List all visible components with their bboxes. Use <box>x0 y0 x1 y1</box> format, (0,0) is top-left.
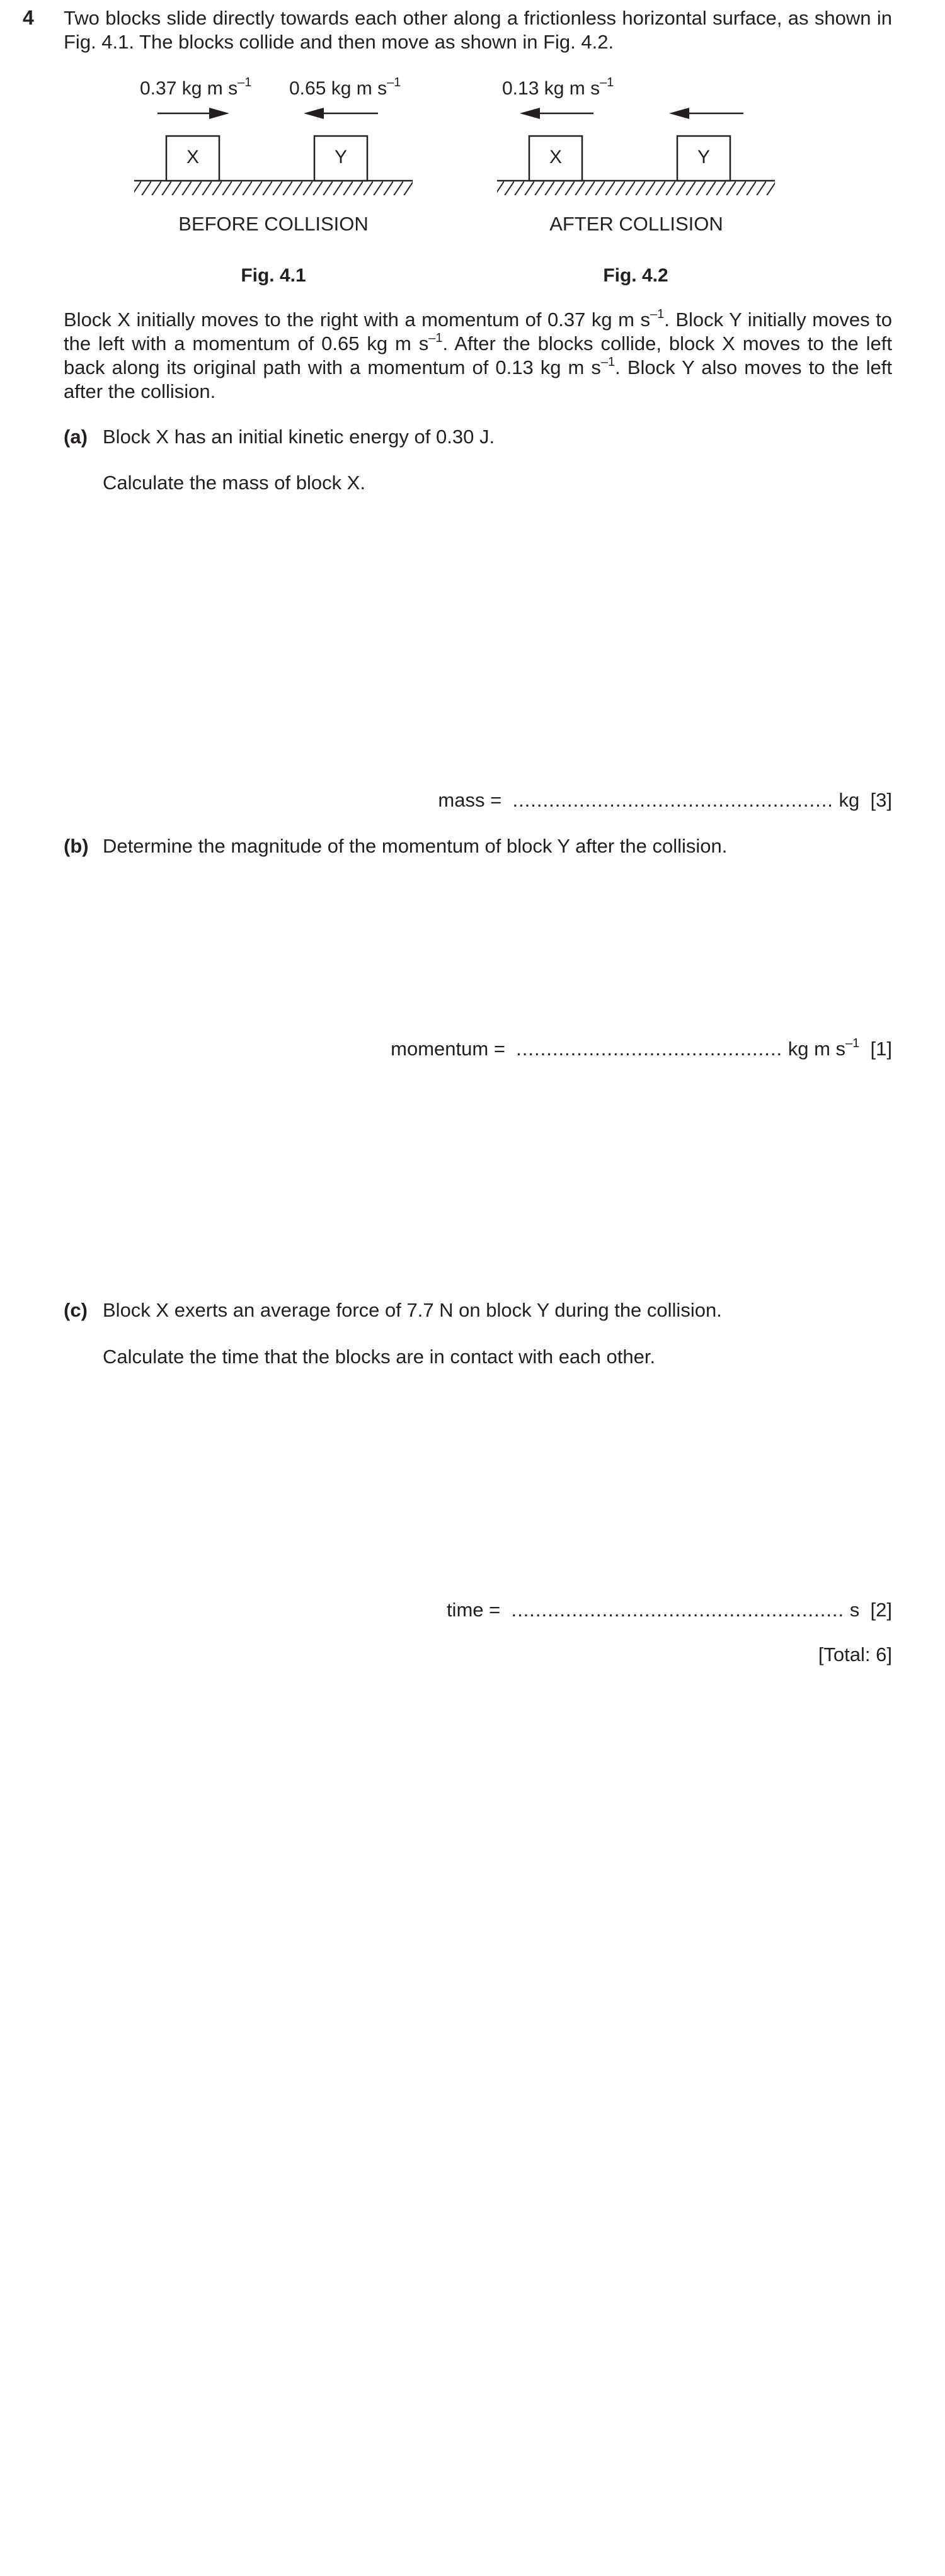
x-initial-momentum-label: 0.37 kg m $s^{-1}$ <box>140 76 252 99</box>
part-a-label: (a) <box>64 426 88 448</box>
marks-b: [1] <box>870 1038 892 1060</box>
part-c-task: Calculate the time that the blocks are in contact with each other. <box>103 1346 656 1368</box>
part-a-statement: Block X has an initial kinetic energy of 0.30 J. <box>103 426 495 448</box>
surface-hatching <box>497 181 775 195</box>
arrow-left-icon <box>669 108 743 119</box>
mass-answer-line[interactable]: mass = ..................................................... kg [3] <box>438 789 892 811</box>
part-c-statement: Block X exerts an average force of 7.7 N on block Y during the collision. <box>103 1299 722 1321</box>
y-initial-momentum-label: 0.65 kg m $s^{-1}$ <box>289 76 401 99</box>
fig-4-2-label: Fig. 4.2 <box>603 265 668 286</box>
surface-hatching <box>134 181 413 195</box>
part-b-label: (b) <box>64 835 89 857</box>
arrow-right-icon <box>158 108 229 119</box>
fig-4-1-label: Fig. 4.1 <box>241 265 306 286</box>
x-final-momentum-label: 0.13 kg m $s^{-1}$ <box>502 76 614 99</box>
total-marks: [Total: 6] <box>818 1643 892 1665</box>
part-b-task: Determine the magnitude of the momentum of block Y after the collision. <box>103 835 728 857</box>
arrow-left-icon <box>520 108 593 119</box>
block-y-label: Y <box>697 147 710 167</box>
before-collision-caption: BEFORE COLLISION <box>178 213 369 235</box>
question-intro: Two blocks slide directly towards each other along a frictionless horizontal surface, as shown in Fig. 4.1. The blocks collide and then move as shown in Fig. 4.2. <box>64 7 892 53</box>
block-x-label: X <box>549 147 562 167</box>
momentum-answer-line[interactable]: momentum = ............................................ kg m $s^{-1}$ [1] <box>391 1036 892 1060</box>
after-collision-caption: AFTER COLLISION <box>549 213 723 235</box>
part-c-label: (c) <box>64 1299 88 1321</box>
block-y-label: Y <box>334 147 347 167</box>
marks-a: [3] <box>870 789 892 811</box>
description-paragraph: Block X initially moves to the right with a momentum of 0.37 kg m $s^{-1}$. Block Y initially moves to the left with a momentum of 0.65 kg m $s^{-1}$. After the blocks collide, block X moves to the left back along its original path with a momentum of 0.13 kg m $s^{-1}$. Block Y also moves to the left after the collision. <box>64 307 893 402</box>
block-x-label: X <box>186 147 199 167</box>
time-answer-line[interactable]: time = ....................................................... s [2] <box>446 1599 892 1621</box>
question-number: 4 <box>23 6 34 29</box>
marks-c: [2] <box>870 1599 892 1621</box>
part-a-task: Calculate the mass of block X. <box>103 472 365 494</box>
arrow-left-icon <box>304 108 378 119</box>
